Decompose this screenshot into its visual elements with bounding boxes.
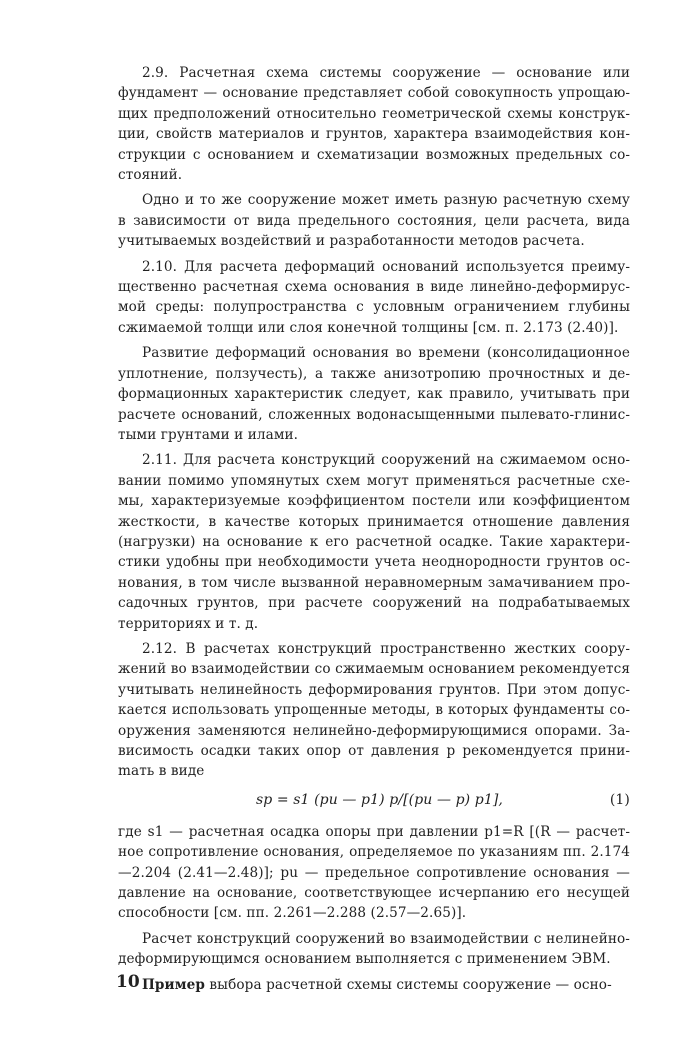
paragraph-text: Одно и то же сооружение может иметь разную расчетную схему в зависимости от вида предельного состояния, цели расчета, вида учитываемых воздействий и разработанности методов расчета.: [118, 192, 630, 250]
paragraph-deformation-development: [118, 343, 630, 445]
page-number: 10: [116, 972, 140, 992]
paragraph-example: [118, 975, 630, 995]
paragraph-2-12: [118, 639, 630, 782]
formula-number: (1): [609, 791, 630, 808]
section-number: 2.11.: [142, 452, 178, 469]
paragraph-text: Расчетная схема системы сооружение — основание или фундамент — основание представляет собой совокупность упрощающих предположений относительно геометрической схемы конструкции, свойств материалов и грунтов, характера взаимодействия конструкции с основанием и схематизации возможных предельных состояний.: [118, 65, 631, 184]
example-lead: Пример: [142, 976, 205, 993]
text-body: [118, 63, 630, 1000]
paragraph-text: Развитие деформаций основания во времени (консолидационное уплотнение, ползучесть), а также анизотропию прочностных и деформационных характеристик следует, как правило, учитывать при расчете оснований, сложенных водонасыщенными пылевато-глинистыми грунтами и илами.: [118, 345, 630, 443]
paragraph-computer-calc: [118, 929, 630, 970]
paragraph-text: Для расчета конструкций сооружений на сжимаемом основании помимо упомянутых схем могут применяться расчетные схемы, характеризуемые коэффициентом постели или коэффициентом жесткости, в качестве которых принимается отношение давления (нагрузки) на основание к его расчетной осадке. Такие характеристики удобны при необходимости учета неоднородности грунтов основания, в том числе вызванной неравномерным замачиванием просадочных грунтов, при расчете сооружений на подрабатываемых территориях и т. д.: [118, 452, 631, 632]
paragraph-2-9: [118, 63, 630, 185]
paragraph-text: Расчет конструкций сооружений во взаимодействии с нелинейно-деформирующимся основанием выполняется с применением ЭВМ.: [118, 930, 630, 968]
paragraph-same-structure: [118, 190, 630, 251]
paragraph-text: выбора расчетной схемы системы сооружение — осно-: [209, 976, 612, 993]
paragraph-text: где s1 — расчетная осадка опоры при давлении p1=R [(R — расчетное сопротивление основания, определяемое по указаниям пп. 2.174—2.204 (2.41—2.48)]; pu — предельное сопротивление основания — давление на основание, соответствующее исчерпанию его несущей способности [см. пп. 2.261—2.288 (2.57—2.65)].: [118, 823, 630, 922]
section-number: 2.10.: [142, 258, 178, 275]
section-number: 2.9.: [142, 65, 169, 81]
paragraph-text: В расчетах конструкций пространственно жестких сооружений во взаимодействии со сжимаемым основанием рекомендуется учитывать нелинейность деформирования грунтов. При этом допускается использовать упрощенные методы, в которых фундаменты сооружения заменяются нелинейно-деформирующимися опорами. Зависимость осадки таких опор от давления p рекомендуется приниmать в виде: [118, 640, 630, 780]
formula-row: [118, 788, 630, 814]
formula: sp = s1 (pu — p1) p/[(pu — p) p1],: [256, 791, 503, 808]
paragraph-text: Для расчета деформаций оснований используется преимущественно расчетная схема основания в виде линейно-деформирусмой среды: полупространства с условным ограничением глубины сжимаемой толщи или слоя конечной толщины [см. п. 2.173 (2.40)].: [118, 258, 630, 336]
paragraph-2-11: [118, 450, 630, 634]
paragraph-where: [118, 822, 630, 924]
section-number: 2.12.: [142, 640, 178, 657]
paragraph-2-10: [118, 257, 630, 339]
